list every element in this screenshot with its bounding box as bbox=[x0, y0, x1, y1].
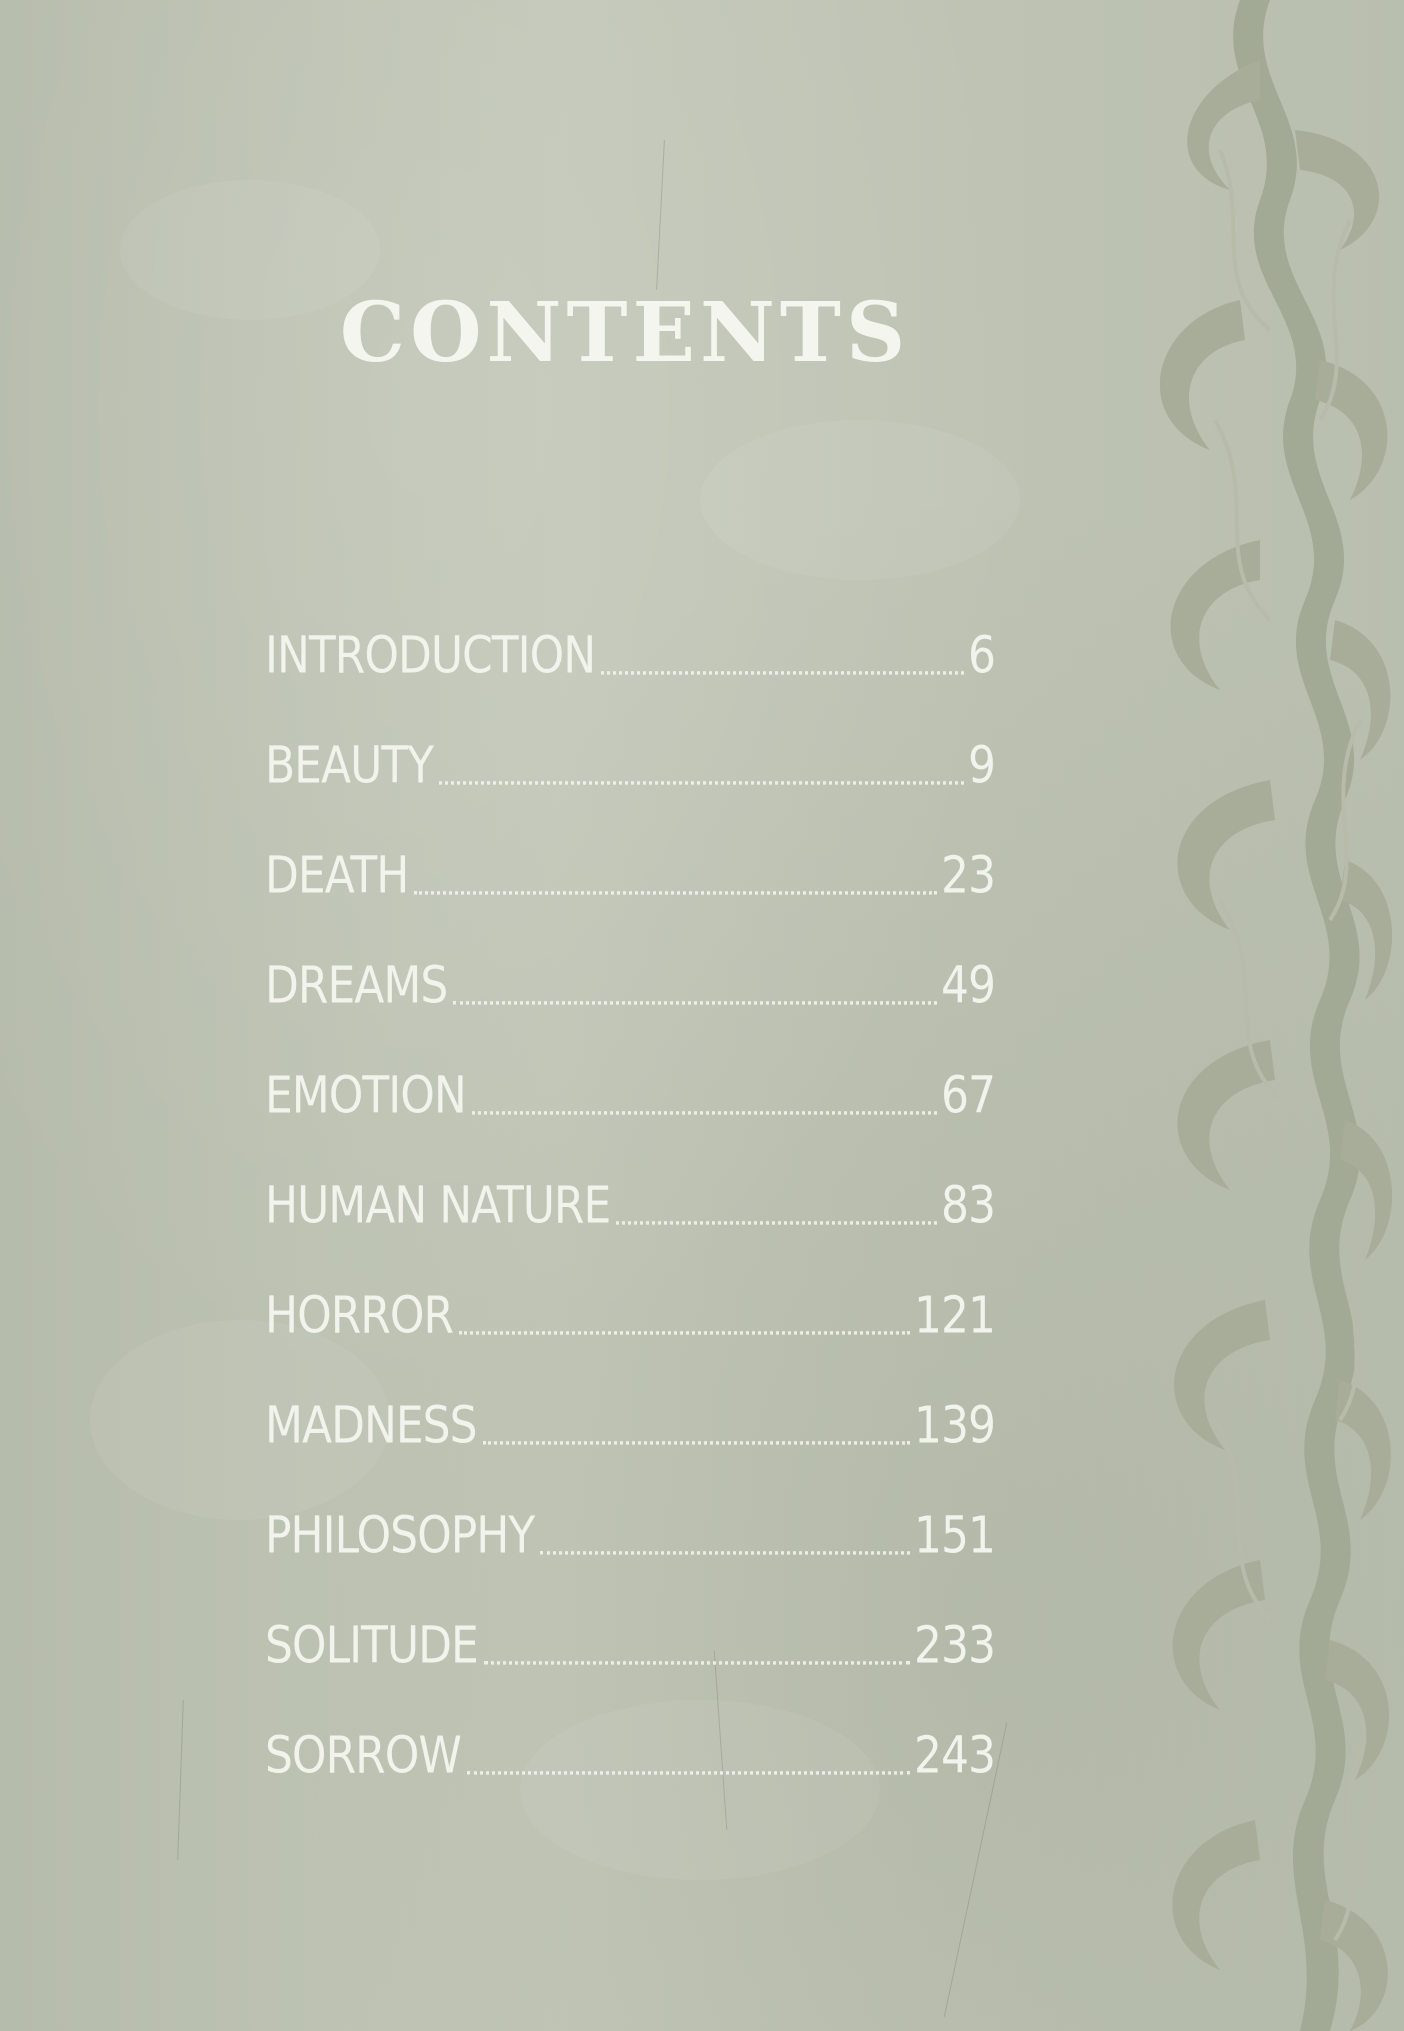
toc-entry bbox=[265, 1329, 995, 1456]
toc-entry-page-number: 49 bbox=[941, 956, 995, 1015]
toc-entry bbox=[265, 559, 995, 686]
toc-entry bbox=[265, 1549, 995, 1676]
toc-entry-label: DEATH bbox=[265, 846, 409, 905]
toc-entry bbox=[265, 779, 995, 906]
toc-entry bbox=[265, 1659, 995, 1786]
toc-entry-page-number: 139 bbox=[914, 1396, 995, 1455]
toc-entry-page-number: 67 bbox=[941, 1066, 995, 1125]
toc-entry-label: EMOTION bbox=[265, 1066, 466, 1125]
floral-scroll-ornament bbox=[1120, 0, 1404, 2031]
toc-entry-page-number: 9 bbox=[968, 736, 995, 795]
toc-entry-label: SORROW bbox=[265, 1726, 461, 1785]
paper-texture bbox=[700, 420, 1020, 580]
toc-entry-page-number: 23 bbox=[941, 846, 995, 905]
toc-entry-page-number: 233 bbox=[914, 1616, 995, 1675]
page-title: CONTENTS bbox=[339, 285, 911, 381]
toc-entry-label: SOLITUDE bbox=[265, 1616, 478, 1675]
toc-entry-label: HORROR bbox=[265, 1286, 454, 1345]
toc-entry-label: MADNESS bbox=[265, 1396, 477, 1455]
toc-entry bbox=[265, 1439, 995, 1566]
toc-entry bbox=[265, 669, 995, 796]
toc-entry-page-number: 151 bbox=[914, 1506, 995, 1565]
toc-entry-page-number: 6 bbox=[968, 626, 995, 685]
toc-entry-page-number: 83 bbox=[941, 1176, 995, 1235]
toc-entry bbox=[265, 1219, 995, 1346]
toc-entry bbox=[265, 1109, 995, 1236]
toc-entry-label: INTRODUCTION bbox=[265, 626, 596, 685]
toc-entry bbox=[265, 999, 995, 1126]
toc-entry-label: PHILOSOPHY bbox=[265, 1506, 535, 1565]
toc-entry bbox=[265, 889, 995, 1016]
toc-entry-page-number: 121 bbox=[914, 1286, 995, 1345]
paper-crack bbox=[177, 1700, 184, 1860]
toc-entry-label: DREAMS bbox=[265, 956, 448, 1015]
toc-entry-label: HUMAN NATURE bbox=[265, 1176, 611, 1235]
paper-crack bbox=[656, 140, 665, 290]
table-of-contents bbox=[265, 575, 995, 1785]
dot-leader bbox=[467, 1770, 910, 1775]
toc-entry-page-number: 243 bbox=[914, 1726, 995, 1785]
toc-entry-label: BEAUTY bbox=[265, 736, 434, 795]
